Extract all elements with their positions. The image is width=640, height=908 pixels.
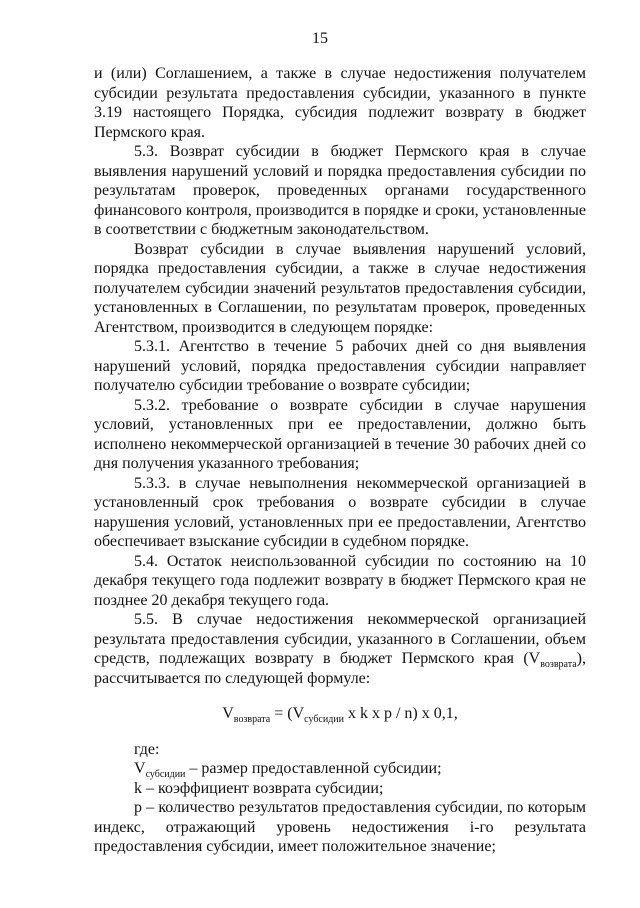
paragraph-return-procedure: Возврат субсидии в случае выявления нарушений условий, порядка предоставления субсидии, а также в случае недостижения получателем субсидии значений результатов предоставления субсидии, установленных в Соглашении, по результатам проверок, проведенных Агентством, производится в следующем порядке: [94,240,586,336]
paragraph-5-3-3: 5.3.3. в случае невыполнения некоммерческой организацией в установленный срок требования о возврате субсидии в случае нарушения условий, установленных при ее предоставлении, Агентство обеспечивает взыскание субсидии в судебном порядке. [94,474,586,550]
definition-v-text: – размер предоставленной субсидии; [185,760,442,777]
paragraph-5-4: 5.4. Остаток неиспользованной субсидии по состоянию на 10 декабря текущего года подлежит возврату в бюджет Пермского края не позднее 20 декабря текущего года. [94,552,586,609]
definition-v-subsidy [94,759,586,779]
paragraph-5-3-2: 5.3.2. требование о возврате субсидии в случае нарушения условий, установленных при ее предоставлении, должно быть исполнено некоммерческой организацией в течение 30 рабочих дней со дня получения указанного требования; [94,396,586,472]
definition-p: p – количество результатов предоставления субсидии, по которым индекс, отражающий уровень недостижения i-го результата предоставления субсидии, имеет положительное значение; [94,799,586,855]
paragraph-5-3-1: 5.3.1. Агентство в течение 5 рабочих дней со дня выявления нарушений условий, порядка предоставления субсидии направляет получателю субсидии требование о возврате субсидии; [94,338,586,394]
paragraph-5-5-end: ), рассчитывается по следующей формуле: [94,650,586,687]
document-body [94,64,586,857]
paragraph-5-5-subscript: возврата [540,659,577,671]
definition-k: k – коэффициент возврата субсидии; [134,779,384,797]
formula-rest: x k x p / n) x 0,1, [343,705,458,722]
return-formula [94,704,586,724]
formula-middle: = (V [270,705,305,722]
definition-v-subscript: субсидии [145,769,186,781]
paragraph-5-3: 5.3. Возврат субсидии в бюджет Пермского края в случае выявления нарушений условий и порядка предоставления субсидии по результатам проверок, проведенных органами государственного финансового контроля, производится в порядке и сроки, установленные в соответствии с бюджетным законодательством. [94,143,586,238]
formula-v-subsidy-subscript: субсидии [304,714,344,726]
definition-v-symbol: V [134,760,146,777]
formula-v-return-subscript: возврата [233,714,271,726]
definitions-where: где: [134,740,160,758]
formula-v-return: V [222,705,234,722]
paragraph-5-5-text: 5.5. В случае недостижения некоммерческой организацией результата предоставления субсидии, указанного в Соглашении, объем средств, подлежащих возврату в бюджет Пермского края (V [94,611,586,667]
page-number: 15 [312,30,328,47]
paragraph-5-5 [94,610,586,688]
paragraph-continuation: и (или) Соглашением, а также в случае недостижения получателем субсидии результата предоставления субсидии, указанного в пункте 3.19 настоящего Порядка, субсидия подлежит возврату в бюджет Пермского края. [94,65,586,141]
